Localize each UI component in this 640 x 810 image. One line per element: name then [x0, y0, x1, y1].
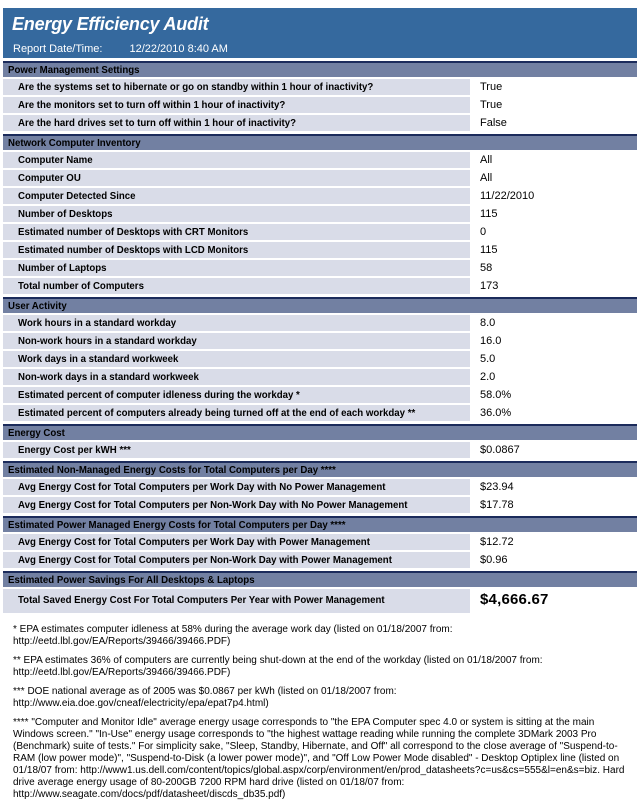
report-row — [3, 333, 637, 349]
row-value: 115 — [480, 208, 498, 220]
row-label: Total Saved Energy Cost For Total Computers Per Year with Power Management — [3, 589, 470, 613]
row-value: $23.94 — [480, 481, 514, 493]
row-label: Computer Name — [3, 152, 470, 168]
row-label: Number of Desktops — [3, 206, 470, 222]
report-row — [3, 224, 637, 240]
report-row — [3, 351, 637, 367]
report-row — [3, 387, 637, 403]
section-header-energy-cost — [3, 424, 637, 440]
row-value: All — [480, 154, 493, 166]
row-value: 36.0% — [480, 407, 512, 419]
report-row — [3, 188, 637, 204]
report-row — [3, 170, 637, 186]
footnote-energy-usage-methodology: **** "Computer and Monitor Idle" average energy usage corresponds to "the EPA Computer spec 4.0 or system is sitting at the main Windows screen." "In-Use" energy usage corresponds to "the highest wattage reading while running the complete 3DMark 2003 Pro (Benchmark) suite of tests." For simplicity sake, "Sleep, Standby, Hibernate, and Off" all correspond to the close average of "Suspend-to-RAM (low power mode)", "Suspend-to-Disk (a lower power mode)", and "Off Low Power Mode disabled" - Desktop Optiplex line (listed on 01/18/07 from: http://www1.us.dell.com/content/topics/global.aspx/corp/environment/en/prod_datasheets?c=us&cs=555&l=en&s=biz. Hard drive average energy usage of 80-200GB 7200 RPM hard drive (listed on 01/18/07 from: http://www.seagate.com/docs/pdf/datasheet/discds_db35.pdf) — [13, 717, 625, 800]
report-date-value: 12/22/2010 8:40 AM — [129, 43, 228, 55]
footnotes — [3, 624, 637, 801]
row-label: Non-work days in a standard workweek — [3, 369, 470, 385]
report-row — [3, 405, 637, 421]
row-label: Work hours in a standard workday — [3, 315, 470, 331]
row-label: Are the monitors set to turn off within 1 hour of inactivity? — [3, 97, 470, 113]
row-label: Estimated number of Desktops with LCD Monitors — [3, 242, 470, 258]
report-date-label: Report Date/Time: — [13, 43, 103, 55]
footnote-epa-shutdown: ** EPA estimates 36% of computers are currently being shut-down at the end of the workday (listed on 01/18/2007 from: http://eetd.lbl.gov/EA/Reports/39466/39466.PDF) — [13, 655, 543, 678]
row-label: Energy Cost per kWH *** — [3, 442, 470, 458]
report-row — [3, 242, 637, 258]
report-row — [3, 97, 637, 113]
report-row — [3, 315, 637, 331]
row-label: Estimated percent of computer idleness during the workday * — [3, 387, 470, 403]
report-title-bar — [3, 8, 637, 40]
row-label: Total number of Computers — [3, 278, 470, 294]
row-value: 115 — [480, 244, 498, 256]
footnote-epa-idleness: * EPA estimates computer idleness at 58% during the average work day (listed on 01/18/2007 from: http://eetd.lbl.gov/EA/Reports/39466/39466.PDF) — [13, 624, 453, 647]
row-value: True — [480, 81, 503, 93]
row-value: All — [480, 172, 493, 184]
row-label: Non-work hours in a standard workday — [3, 333, 470, 349]
section-title: Estimated Power Managed Energy Costs for Total Computers per Day **** — [8, 519, 346, 531]
row-label: Avg Energy Cost for Total Computers per Work Day with Power Management — [3, 534, 470, 550]
row-value: $17.78 — [480, 499, 514, 511]
row-label: Are the systems set to hibernate or go on standby within 1 hour of inactivity? — [3, 79, 470, 95]
row-label: Estimated number of Desktops with CRT Monitors — [3, 224, 470, 240]
report-row — [3, 552, 637, 568]
row-value: False — [480, 117, 507, 129]
row-value: 2.0 — [480, 371, 496, 383]
report-row — [3, 152, 637, 168]
row-label: Estimated percent of computers already being turned off at the end of each workday ** — [3, 405, 470, 421]
report-row — [3, 115, 637, 131]
row-label: Avg Energy Cost for Total Computers per Non-Work Day with Power Management — [3, 552, 470, 568]
row-label: Number of Laptops — [3, 260, 470, 276]
section-title: User Activity — [8, 300, 67, 312]
row-label: Work days in a standard workweek — [3, 351, 470, 367]
row-value: $12.72 — [480, 536, 514, 548]
section-title: Energy Cost — [8, 427, 65, 439]
row-value: 0 — [480, 226, 487, 238]
row-value: True — [480, 99, 503, 111]
section-header-power-management-settings — [3, 61, 637, 77]
report-row — [3, 369, 637, 385]
row-value: $0.96 — [480, 554, 508, 566]
row-value: 58 — [480, 262, 493, 274]
section-header-non-managed-energy-costs — [3, 461, 637, 477]
row-value: 11/22/2010 — [480, 190, 535, 202]
section-title: Estimated Power Savings For All Desktops & Laptops — [8, 574, 255, 586]
section-title: Power Management Settings — [8, 64, 140, 76]
section-title: Estimated Non-Managed Energy Costs for Total Computers per Day **** — [8, 464, 336, 476]
report-row — [3, 497, 637, 513]
report-row — [3, 260, 637, 276]
section-header-power-managed-energy-costs — [3, 516, 637, 532]
row-value: 173 — [480, 280, 499, 292]
section-header-network-computer-inventory — [3, 134, 637, 150]
row-label: Computer Detected Since — [3, 188, 470, 204]
row-value: $0.0867 — [480, 444, 520, 456]
page-title: Energy Efficiency Audit — [12, 13, 209, 34]
report-row — [3, 479, 637, 495]
row-value: 16.0 — [480, 335, 502, 347]
report-row — [3, 534, 637, 550]
report-row — [3, 206, 637, 222]
section-header-power-savings — [3, 571, 637, 587]
section-header-user-activity — [3, 297, 637, 313]
report-row — [3, 278, 637, 294]
row-value: 8.0 — [480, 317, 496, 329]
report-row — [3, 442, 637, 458]
report-row-total-savings — [3, 589, 637, 613]
total-savings-value: $4,666.67 — [480, 591, 549, 608]
footnote-doe-average: *** DOE national average as of 2005 was $0.0867 per kWh (listed on 01/18/2007 from: http://www.eia.doe.gov/cneaf/electricity/epa/epat7p4.html) — [13, 686, 397, 709]
row-label: Avg Energy Cost for Total Computers per Work Day with No Power Management — [3, 479, 470, 495]
row-value: 58.0% — [480, 389, 512, 401]
row-value: 5.0 — [480, 353, 496, 365]
row-label: Avg Energy Cost for Total Computers per Non-Work Day with No Power Management — [3, 497, 470, 513]
row-label: Computer OU — [3, 170, 470, 186]
report-row — [3, 79, 637, 95]
report-date-bar — [3, 40, 637, 58]
row-label: Are the hard drives set to turn off within 1 hour of inactivity? — [3, 115, 470, 131]
section-title: Network Computer Inventory — [8, 137, 141, 149]
